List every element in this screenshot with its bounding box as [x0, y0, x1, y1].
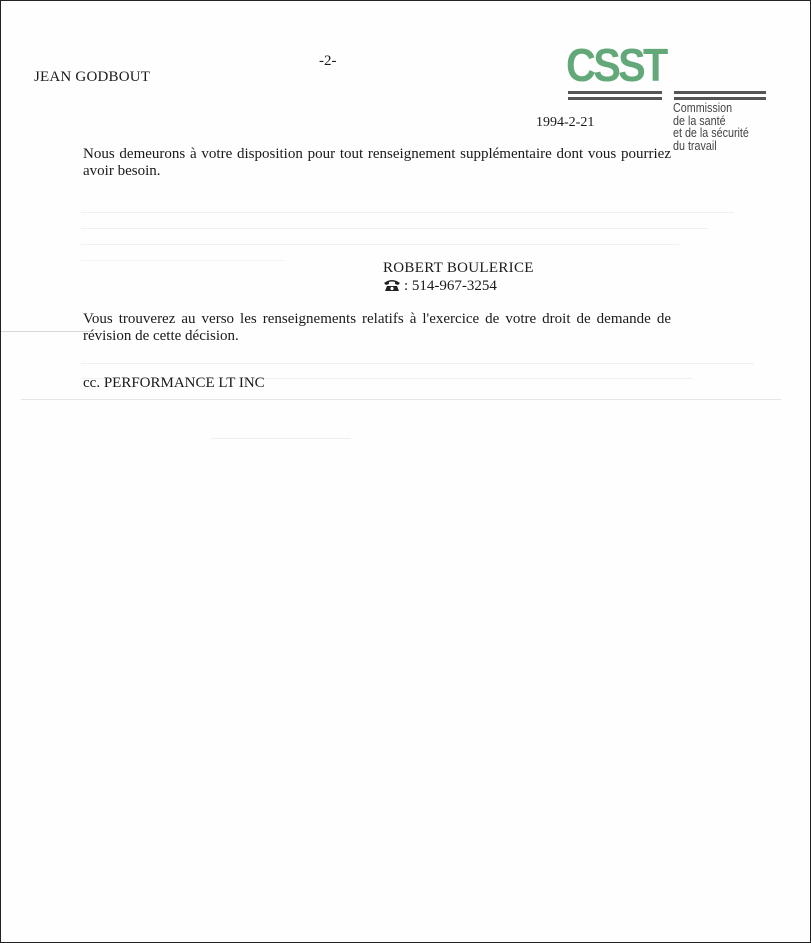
logo-wordmark: CSST — [566, 39, 666, 91]
org-line: du travail — [673, 138, 717, 153]
paragraph-availability: Nous demeurons à votre disposition pour tout renseignement supplémentaire dont vous pourriez avoir besoin. — [83, 146, 671, 179]
org-line: Commission — [673, 101, 733, 115]
bleed-through-text — [81, 197, 761, 261]
fold-mark — [1, 331, 91, 332]
org-line: et de la sécurité — [673, 126, 749, 140]
logo-bar — [674, 91, 766, 94]
page-number: -2- — [319, 53, 337, 69]
logo-bar — [568, 91, 662, 94]
organization-name — [673, 102, 749, 152]
logo-bar — [568, 97, 662, 100]
recipient-name: JEAN GODBOUT — [34, 69, 151, 85]
carbon-copy: cc. PERFORMANCE LT INC — [83, 375, 265, 391]
fold-line — [21, 399, 781, 400]
telephone-icon — [383, 278, 401, 297]
bleed-through-text — [211, 426, 351, 439]
phone-line — [383, 278, 497, 297]
phone-number: : 514-967-3254 — [404, 278, 497, 294]
letter-date: 1994-2-21 — [536, 115, 595, 130]
signer-name: ROBERT BOULERICE — [383, 260, 534, 276]
org-line: de la santé — [673, 113, 726, 128]
logo-bar — [674, 97, 766, 100]
paragraph-review-rights: Vous trouverez au verso les renseignements relatifs à l'exercice de votre droit de demande de révision de cette décision. — [83, 311, 671, 344]
